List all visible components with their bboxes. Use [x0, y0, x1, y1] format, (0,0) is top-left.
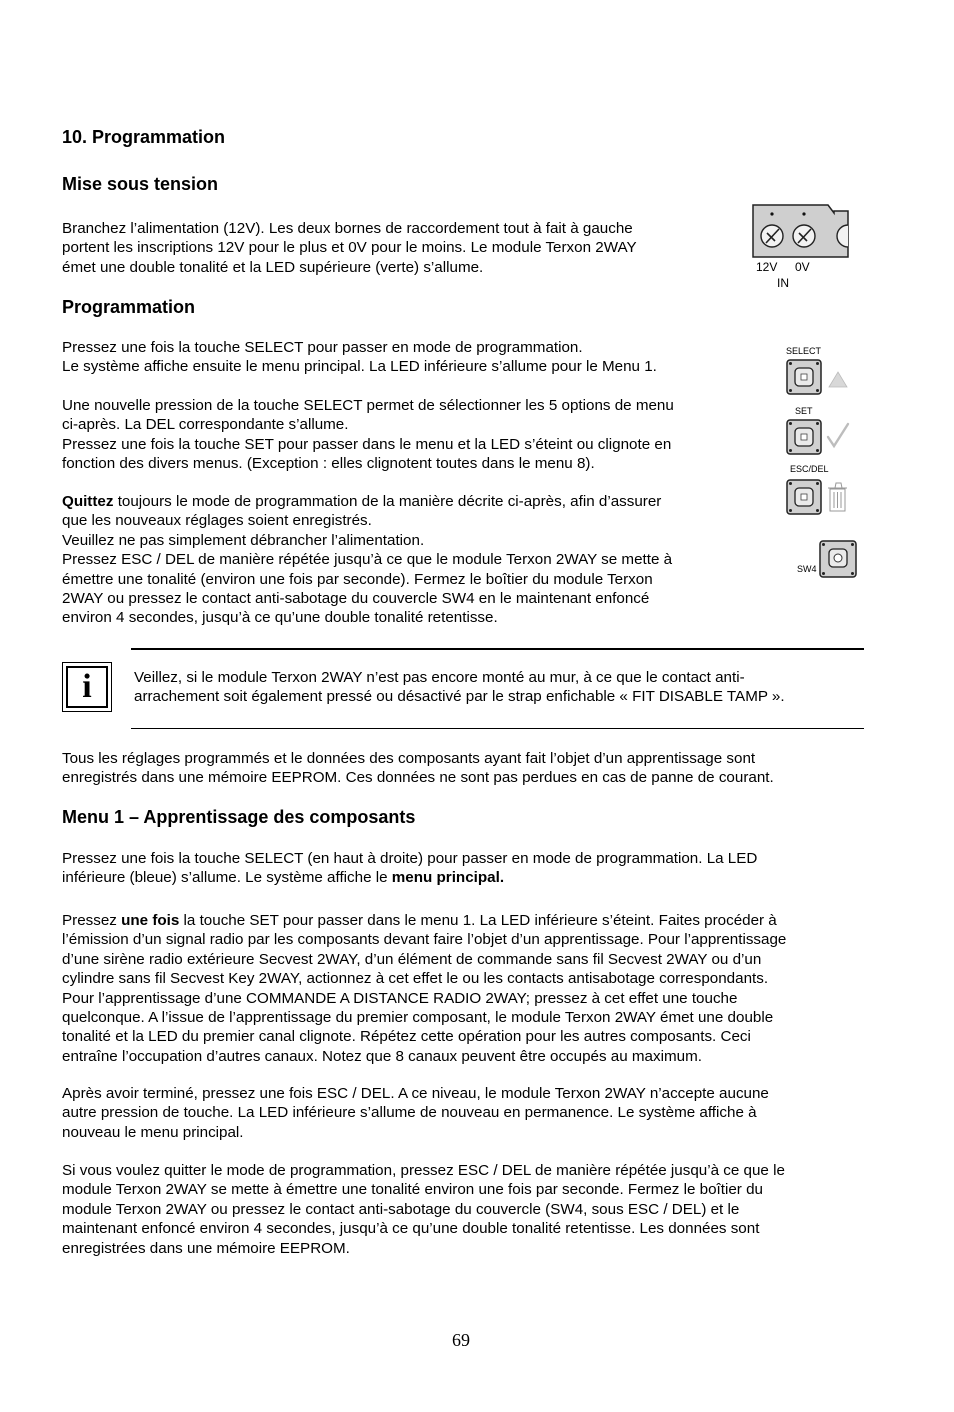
set-key-figure	[786, 419, 850, 457]
text-line: Branchez l’alimentation (12V). Les deux bornes de raccordement tout à fait à gauche	[62, 220, 633, 237]
set-key-icon	[786, 419, 850, 457]
text-line: émettre une tonalité (environ une fois par seconde). Fermez le boîtier du module Terxon	[62, 570, 653, 588]
text-line: émet une double tonalité et la LED supérieure (verte) s’allume.	[62, 258, 484, 276]
text-line: enregistrés dans une mémoire EEPROM. Ces données ne sont pas perdues en cas de panne de courant.	[62, 769, 774, 787]
text-line: portent les inscriptions 12V pour le plus et 0V pour le moins. Le module Terxon 2WAY	[62, 239, 637, 257]
programming-paragraph-3	[62, 492, 672, 628]
text-line: tonalité et la LED du premier canal clignote. Répétez cette opération pour les autres composants. Ceci	[62, 1028, 751, 1046]
sw4-label: SW4	[797, 564, 817, 574]
programming-paragraph-2	[62, 396, 674, 474]
text-line: arrachement soit également pressé ou désactivé par le strap enfichable « FIT DISABLE TAMP ».	[134, 688, 785, 706]
page-number: 69	[452, 1330, 470, 1350]
esc-del-key-figure	[786, 477, 850, 517]
set-key-label: SET	[795, 406, 813, 416]
text-line: Pressez ESC / DEL de manière répétée jusqu’à ce que le module Terxon 2WAY se mette à	[62, 551, 673, 569]
once-emphasis: une fois	[121, 912, 180, 929]
text-line: Une nouvelle pression de la touche SELECT permet de sélectionner les 5 options de menu	[62, 397, 674, 414]
terminal-label-in: IN	[777, 276, 789, 290]
info-top-rule	[131, 648, 864, 650]
quit-emphasis: Quittez	[62, 493, 114, 510]
text-line: 2WAY ou pressez le contact anti-sabotage du couvercle SW4 en le maintenant enfoncé	[62, 590, 650, 608]
text-line: Pressez une fois la touche SELECT pour passer en mode de programmation.	[62, 339, 583, 356]
programming-paragraph-1	[62, 338, 657, 377]
menu1-paragraph-3	[62, 1084, 769, 1142]
text-line: maintenant enfoncé environ 4 secondes, jusqu’à ce qu’une double tonalité retentisse. Les données sont	[62, 1220, 760, 1238]
terminal-label-12v: 12V	[756, 260, 778, 274]
info-bottom-rule	[131, 728, 864, 729]
power-on-heading: Mise sous tension	[62, 174, 219, 194]
text-line: Après avoir terminé, pressez une fois ESC / DEL. A ce niveau, le module Terxon 2WAY n’accepte aucune	[62, 1085, 769, 1102]
text-line: Pressez une fois la touche SET pour passer dans le menu et la LED s’éteint ou clignote en	[62, 435, 672, 453]
select-key-figure	[786, 359, 850, 397]
text-line: environ 4 secondes, jusqu’à ce qu’une double tonalité retentisse.	[62, 609, 498, 627]
text-line: Veillez, si le module Terxon 2WAY n’est pas encore monté au mur, à ce que le contact anti-	[134, 669, 745, 686]
text-line: cylindre sans fil Secvest Key 2WAY, actionnez à cet effet le ou les contacts antisabotage correspondants.	[62, 970, 769, 988]
main-menu-emphasis: menu principal.	[391, 869, 505, 887]
text-line: Veuillez ne pas simplement débrancher l’alimentation.	[62, 531, 425, 549]
text-line: entraîne l’occupation d’autres canaux. Notez que 8 canaux peuvent être occupés au maximum.	[62, 1047, 702, 1065]
text-line: module Terxon 2WAY se mette à émettre une tonalité environ une fois par seconde. Fermez le boîtier du	[62, 1181, 763, 1199]
text-fragment: inférieure (bleue) s’allume. Le système affiche le	[62, 869, 392, 887]
text-line	[62, 911, 786, 930]
text-line: Le système affiche ensuite le menu principal. La LED inférieure s’allume pour le Menu 1.	[62, 358, 657, 376]
eeprom-note	[62, 749, 774, 788]
text-fragment: la touche SET pour passer dans le menu 1. La LED inférieure s’éteint. Faites procéder à	[179, 912, 777, 929]
info-icon-letter: i	[66, 666, 108, 708]
info-text	[134, 668, 785, 707]
text-line: d’une sirène radio extérieure Secvest 2WAY, d’un élément de commande sans fil Secvest 2WAY ou d’un	[62, 950, 762, 968]
text-line: Pour l’apprentissage d’une COMMANDE A DISTANCE RADIO 2WAY; pressez à cet effet une touche	[62, 989, 738, 1007]
text-line: fonction des divers menus. (Exception : elles clignotent toutes dans le menu 8).	[62, 455, 595, 473]
text-line: l’émission d’un signal radio par les composants devant faire l’objet d’un apprentissage. Pour l’apprentissage	[62, 931, 787, 949]
text-line: enregistrées dans une mémoire EEPROM.	[62, 1239, 350, 1257]
menu1-paragraph-4	[62, 1161, 785, 1258]
power-on-paragraph	[62, 219, 637, 277]
text-fragment: Pressez	[62, 912, 122, 929]
select-key-label: SELECT	[786, 346, 822, 356]
esc-del-key-icon	[786, 477, 850, 517]
terminal-label-0v: 0V	[795, 260, 810, 274]
menu1-paragraph-2	[62, 911, 786, 1066]
menu1-paragraph-1	[62, 849, 757, 888]
text-line	[62, 492, 672, 511]
text-line: ci-après. La DEL correspondante s’allume.	[62, 416, 349, 434]
sw4-switch-figure	[819, 540, 857, 578]
text-line: Pressez une fois la touche SELECT (en haut à droite) pour passer en mode de programmation. La LED	[62, 850, 758, 867]
text-line: quelconque. A l’issue de l’apprentissage du premier composant, le module Terxon 2WAY émet une double	[62, 1009, 774, 1027]
select-key-icon	[786, 359, 850, 397]
text-line	[62, 868, 757, 887]
text-line: module Terxon 2WAY ou pressez le contact anti-sabotage du couvercle (SW4, sous ESC / DEL) et le	[62, 1200, 740, 1218]
text-line: Tous les réglages programmés et le données des composants ayant fait l’objet d’un apprentissage sont	[62, 750, 756, 767]
text-line: nouveau le menu principal.	[62, 1123, 244, 1141]
text-line: que les nouveaux réglages soient enregistrés.	[62, 512, 372, 530]
esc-del-key-label: ESC/DEL	[790, 464, 829, 474]
info-icon	[62, 662, 112, 712]
sw4-switch-icon	[819, 540, 857, 578]
text-line: autre pression de touche. La LED inférieure s’allume de nouveau en permanence. Le système affiche à	[62, 1104, 757, 1122]
programming-heading: Programmation	[62, 297, 196, 317]
section-title: 10. Programmation	[62, 127, 226, 147]
terminal-block-figure	[752, 203, 852, 261]
text-fragment: toujours le mode de programmation de la manière décrite ci-après, afin d’assurer	[113, 493, 662, 510]
text-line: Si vous voulez quitter le mode de programmation, pressez ESC / DEL de manière répétée jusqu’à ce que le	[62, 1162, 785, 1179]
menu1-heading: Menu 1 – Apprentissage des composants	[62, 807, 416, 827]
terminal-block-icon	[752, 203, 852, 261]
